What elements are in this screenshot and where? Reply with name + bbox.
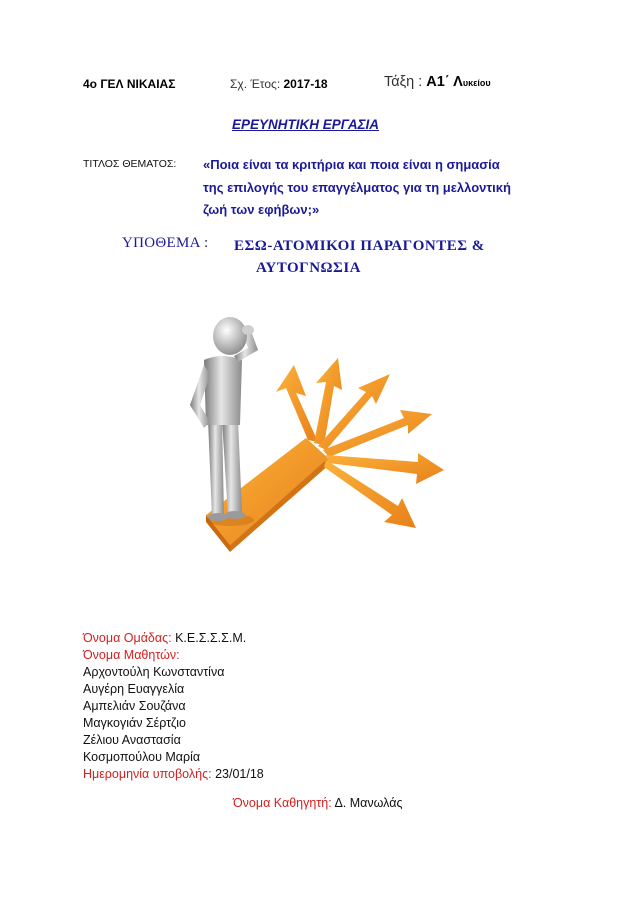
school-year-value: 2017-18 bbox=[283, 77, 328, 91]
student-name: Αμπελιάν Σουζάνα bbox=[83, 699, 186, 713]
teacher-name: Δ. Μανωλάς bbox=[331, 796, 403, 810]
topic-line: «Ποια είναι τα κριτήρια και ποια είναι η σημασία bbox=[203, 157, 500, 172]
subtopic-text bbox=[234, 235, 485, 279]
illustration-svg bbox=[178, 310, 478, 580]
team-name-row bbox=[83, 630, 246, 647]
school-year-label: Σχ. Έτος: bbox=[230, 77, 284, 91]
topic-line: ζωή των εφήβων;» bbox=[203, 202, 320, 217]
student-name: Κοσμοπούλου Μαρία bbox=[83, 750, 201, 764]
school-year bbox=[230, 77, 328, 91]
submission-date-label: Ημερομηνία υποβολής: bbox=[83, 767, 212, 781]
class-info bbox=[384, 74, 491, 90]
students-label: Όνομα Μαθητών: bbox=[83, 648, 180, 662]
school-name: 4ο ΓΕΛ ΝΙΚΑΙΑΣ bbox=[83, 77, 176, 91]
topic-line: της επιλογής του επαγγέλματος για τη μελλοντική bbox=[203, 179, 511, 195]
subtopic-label: ΥΠΟΘΕΜΑ : bbox=[122, 235, 209, 251]
student-name: Αρχοντούλη Κωνσταντίνα bbox=[83, 665, 225, 679]
student-name: Αυγέρη Ευαγγελία bbox=[83, 682, 185, 696]
submission-date-value: 23/01/18 bbox=[211, 767, 264, 781]
document-title: ΕΡΕΥΝΗΤΙΚΗ ΕΡΓΑΣΙΑ bbox=[232, 117, 380, 132]
team-name-value: Κ.Ε.Σ.Σ.Σ.Μ. bbox=[171, 631, 247, 645]
topic-text bbox=[203, 154, 511, 222]
subtopic-line-2: ΑΥΤΟΓΝΩΣΙΑ bbox=[256, 260, 362, 276]
class-label: Τάξη : bbox=[384, 74, 427, 90]
thinking-person-crossroads-illustration bbox=[178, 310, 478, 585]
team-name-label: Όνομα Ομάδας: bbox=[83, 631, 172, 645]
subtopic-line-1: ΕΣΩ-ΑΤΟΜΙΚΟΙ ΠΑΡΑΓΟΝΤΕΣ & bbox=[234, 238, 485, 254]
students-label-row bbox=[83, 647, 180, 664]
teacher-row bbox=[233, 795, 402, 812]
teacher-label: Όνομα Καθηγητή: bbox=[233, 796, 332, 810]
submission-date-row bbox=[83, 766, 264, 783]
class-value: Α1΄ Λ bbox=[426, 74, 463, 90]
class-suffix: υκείου bbox=[462, 78, 491, 88]
student-name: Ζέλιου Αναστασία bbox=[83, 733, 181, 747]
topic-label: ΤΙΤΛΟΣ ΘΕΜΑΤΟΣ: bbox=[83, 158, 177, 170]
student-name: Μαγκογιάν Σέρτζιο bbox=[83, 716, 186, 730]
